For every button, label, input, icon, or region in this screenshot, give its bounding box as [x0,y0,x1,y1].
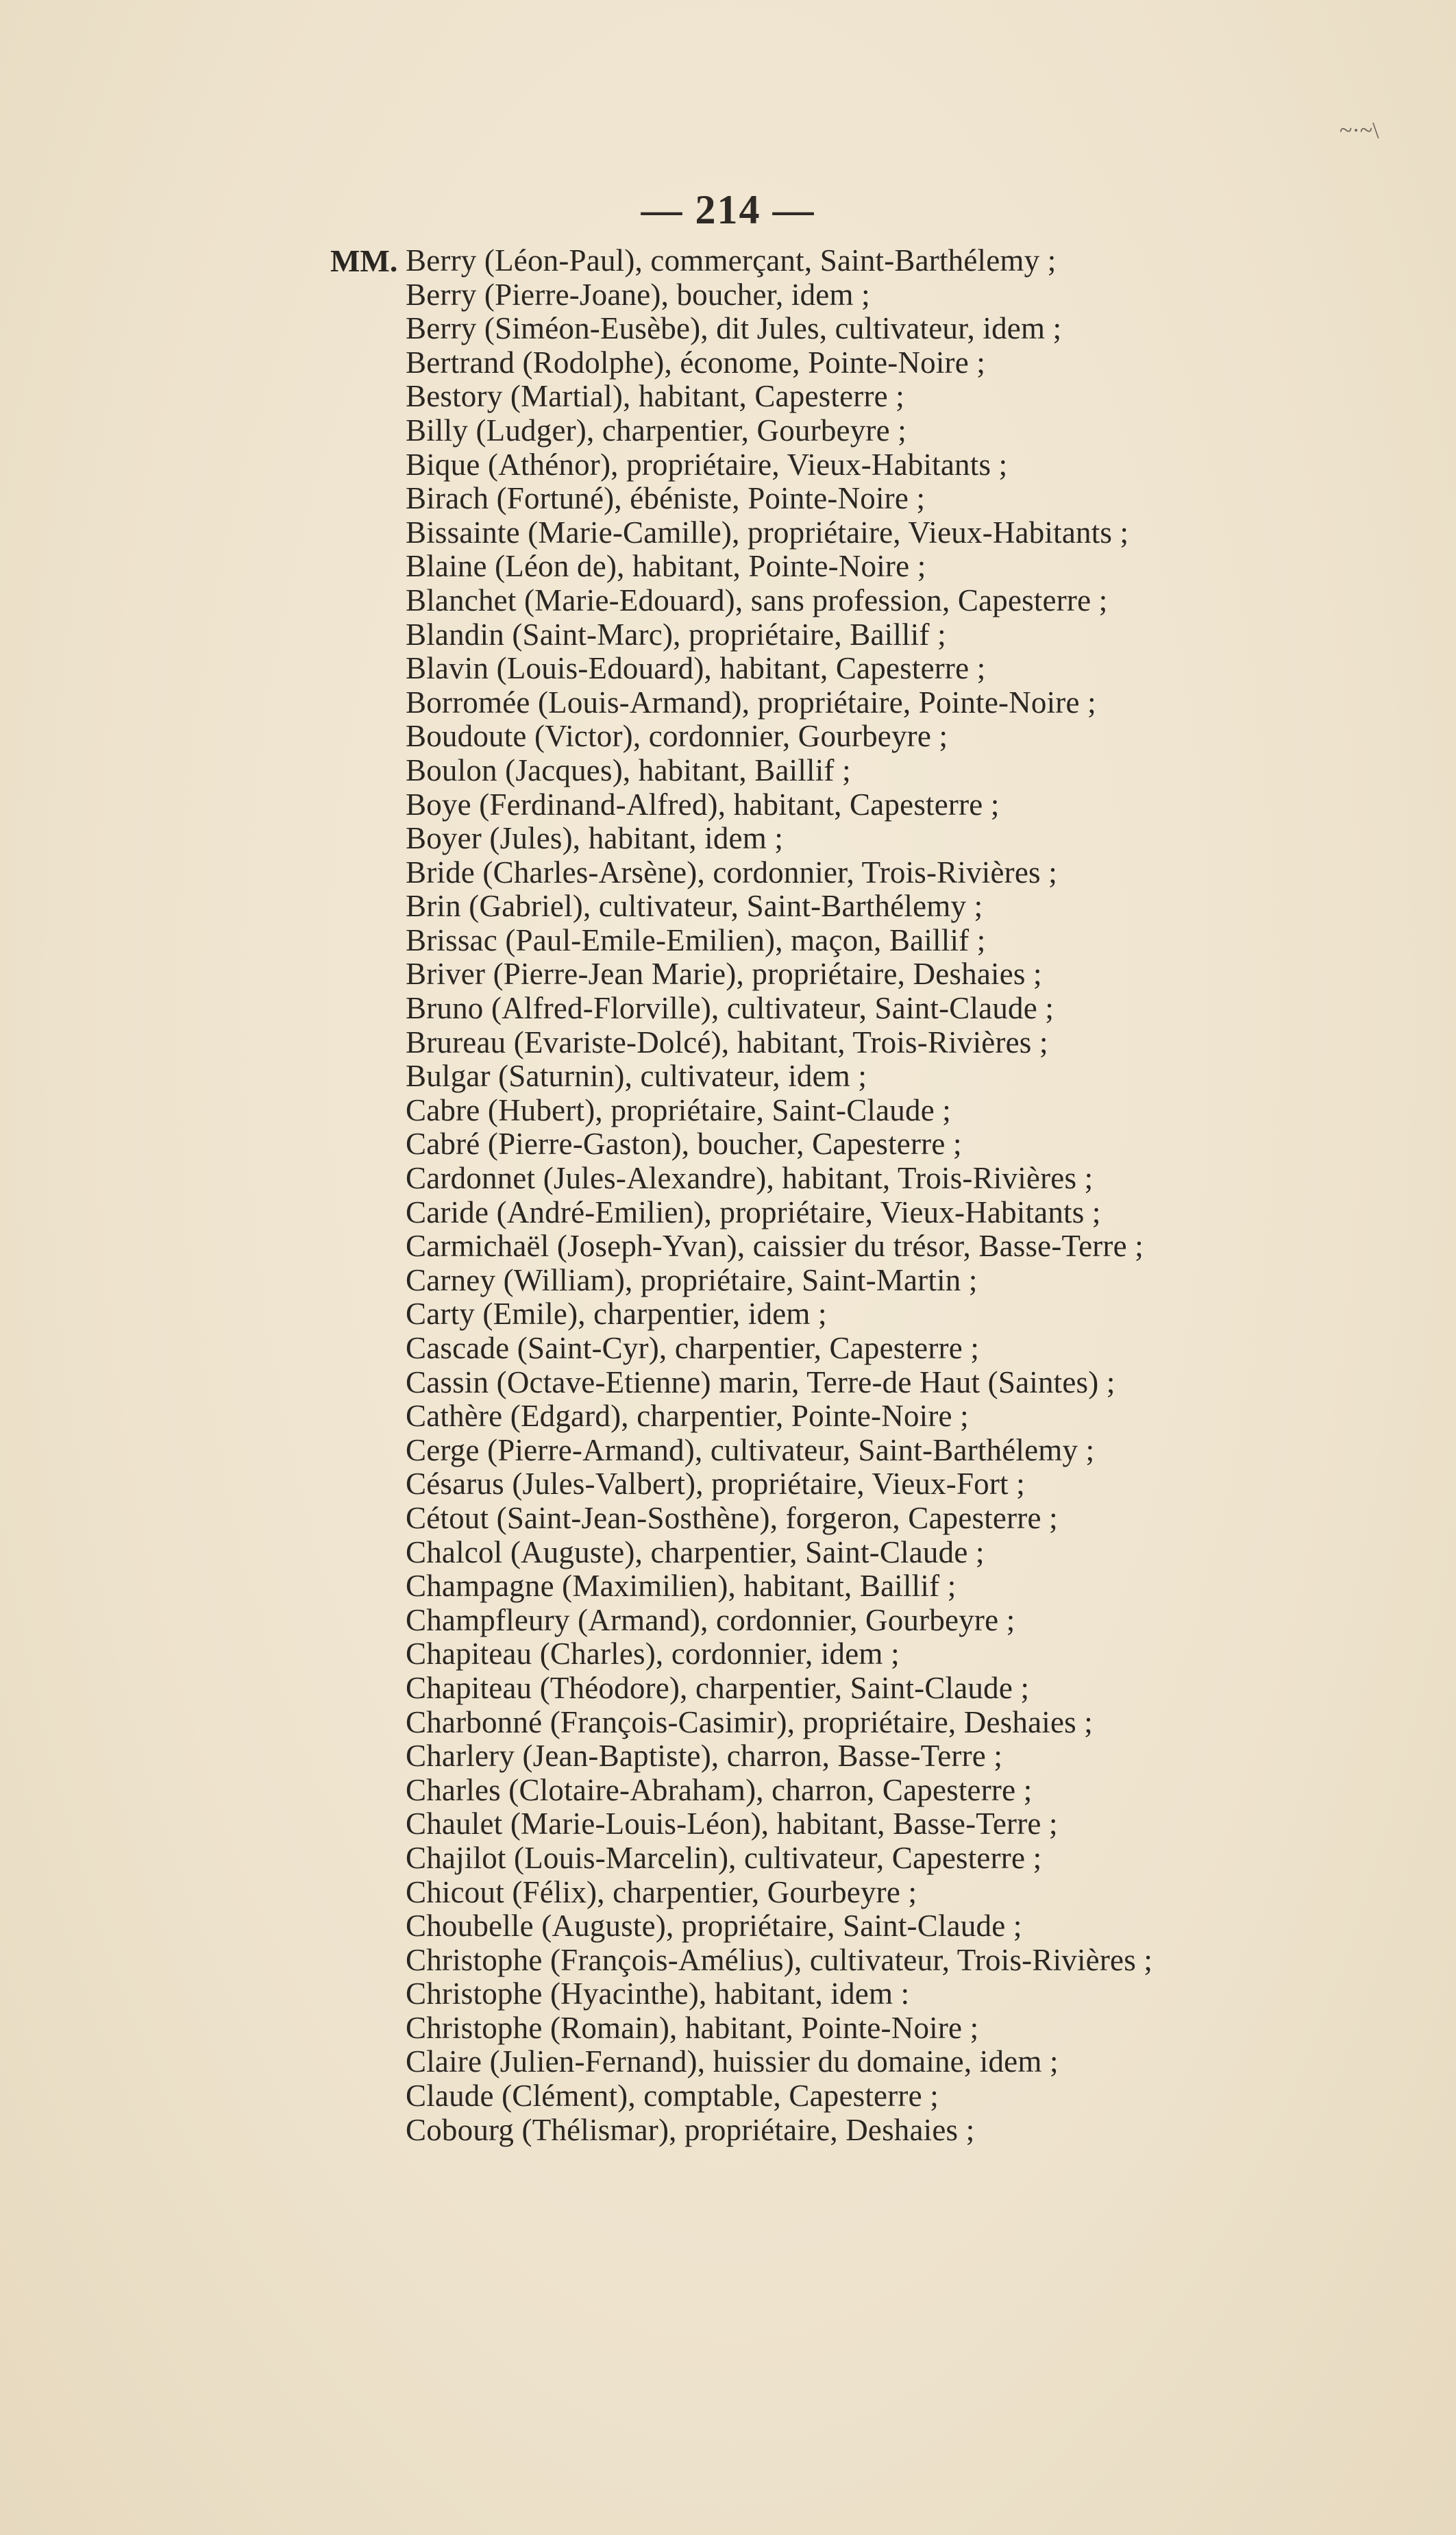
list-item: Bertrand (Rodolphe), économe, Pointe-Noire ; [406,345,986,380]
list-item: Carty (Emile), charpentier, idem ; [406,1297,827,1332]
list-item: Cardonnet (Jules-Alexandre), habitant, Trois-Rivières ; [406,1161,1094,1196]
honorific-prefix: MM. [330,243,398,278]
list-item: Blanchet (Marie-Edouard), sans profession, Capesterre ; [406,583,1108,617]
list-item: Chalcol (Auguste), charpentier, Saint-Claude ; [406,1534,985,1569]
list-item: Chaulet (Marie-Louis-Léon), habitant, Basse-Terre ; [406,1807,1058,1841]
list-item: Charles (Clotaire-Abraham), charron, Capesterre ; [406,1772,1033,1807]
list-item: Caride (André-Emilien), propriétaire, Vieux-Habitants ; [406,1195,1101,1229]
list-item: Cabre (Hubert), propriétaire, Saint-Claude ; [406,1092,952,1127]
list-item: Choubelle (Auguste), propriétaire, Saint-Claude ; [406,1909,1022,1944]
list-item: Carney (William), propriétaire, Saint-Martin ; [406,1262,978,1297]
list-item: Cathère (Edgard), charpentier, Pointe-Noire ; [406,1399,969,1434]
list-item: Bruno (Alfred-Florville), cultivateur, Saint-Claude ; [406,991,1054,1026]
list-item: Carmichaël (Joseph-Yvan), caissier du trésor, Basse-Terre ; [406,1229,1144,1264]
list-item: Blandin (Saint-Marc), propriétaire, Baillif ; [406,617,946,652]
list-item: Boulon (Jacques), habitant, Baillif ; [406,752,851,787]
list-item: Bestory (Martial), habitant, Capesterre ; [406,379,904,414]
list-item: Cobourg (Thélismar), propriétaire, Deshaies ; [406,2112,975,2147]
name-list [406,244,1433,2147]
list-item: Briver (Pierre-Jean Marie), propriétaire, Deshaies ; [406,957,1042,992]
list-item: Bique (Athénor), propriétaire, Vieux-Habitants ; [406,447,1008,482]
list-item: Berry (Léon-Paul), commerçant, Saint-Barthélemy ; [406,243,1057,278]
list-item: Bissainte (Marie-Camille), propriétaire, Vieux-Habitants ; [406,515,1129,550]
list-item: Claire (Julien-Fernand), huissier du domaine, idem ; [406,2044,1059,2079]
list-item: Boudoute (Victor), cordonnier, Gourbeyre ; [406,719,948,754]
list-item: Chicout (Félix), charpentier, Gourbeyre ; [406,1874,917,1909]
list-item: Charlery (Jean-Baptiste), charron, Basse-Terre ; [406,1739,1003,1774]
list-item: Brissac (Paul-Emile-Emilien), maçon, Baillif ; [406,922,986,957]
list-item: Christophe (Hyacinthe), habitant, idem : [406,1976,910,2011]
list-item: Berry (Pierre-Joane), boucher, idem ; [406,277,870,312]
list-item: Blaine (Léon de), habitant, Pointe-Noire ; [406,549,926,584]
list-item: Cerge (Pierre-Armand), cultivateur, Saint-Barthélemy ; [406,1432,1095,1467]
list-item: Cabré (Pierre-Gaston), boucher, Capesterre ; [406,1127,962,1162]
list-item: Champagne (Maximilien), habitant, Baillif ; [406,1569,957,1604]
list-item: Boyer (Jules), habitant, idem ; [406,821,784,856]
list-item: Birach (Fortuné), ébéniste, Pointe-Noire ; [406,481,926,516]
list-item: Bride (Charles-Arsène), cordonnier, Trois-Rivières ; [406,855,1057,890]
list-item: Christophe (François-Amélius), cultivateur, Trois-Rivières ; [406,1942,1153,1977]
list-item: Blavin (Louis-Edouard), habitant, Capesterre ; [406,651,986,686]
list-item: Chapiteau (Théodore), charpentier, Saint-Claude ; [406,1670,1030,1705]
list-item: Berry (Siméon-Eusèbe), dit Jules, cultivateur, idem ; [406,311,1062,346]
list-item: Brureau (Evariste-Dolcé), habitant, Trois-Rivières ; [406,1025,1048,1060]
list-item: Champfleury (Armand), cordonnier, Gourbeyre ; [406,1602,1015,1637]
list-item: Cassin (Octave-Etienne) marin, Terre-de Haut (Saintes) ; [406,1364,1115,1399]
list-item: Cétout (Saint-Jean-Sosthène), forgeron, Capesterre ; [406,1500,1058,1535]
list-item: Claude (Clément), comptable, Capesterre ; [406,2079,939,2114]
list-item: Bulgar (Saturnin), cultivateur, idem ; [406,1059,867,1094]
list-item: Brin (Gabriel), cultivateur, Saint-Barthélemy ; [406,889,983,924]
list-item: Borromée (Louis-Armand), propriétaire, Pointe-Noire ; [406,685,1096,720]
list-item: Charbonné (François-Casimir), propriétaire, Deshaies ; [406,1704,1093,1739]
list-item: Césarus (Jules-Valbert), propriétaire, Vieux-Fort ; [406,1467,1025,1502]
page-number: — 214 — [641,187,815,232]
list-item: Chajilot (Louis-Marcelin), cultivateur, Capesterre ; [406,1840,1042,1875]
list-item: Boye (Ferdinand-Alfred), habitant, Capesterre ; [406,787,1000,822]
list-item: Chapiteau (Charles), cordonnier, idem ; [406,1637,900,1671]
list-item: Christophe (Romain), habitant, Pointe-Noire ; [406,2010,979,2045]
corner-mark: ~·~\ [1340,118,1379,143]
list-item: Billy (Ludger), charpentier, Gourbeyre ; [406,413,906,448]
list-item: Cascade (Saint-Cyr), charpentier, Capesterre ; [406,1331,980,1365]
